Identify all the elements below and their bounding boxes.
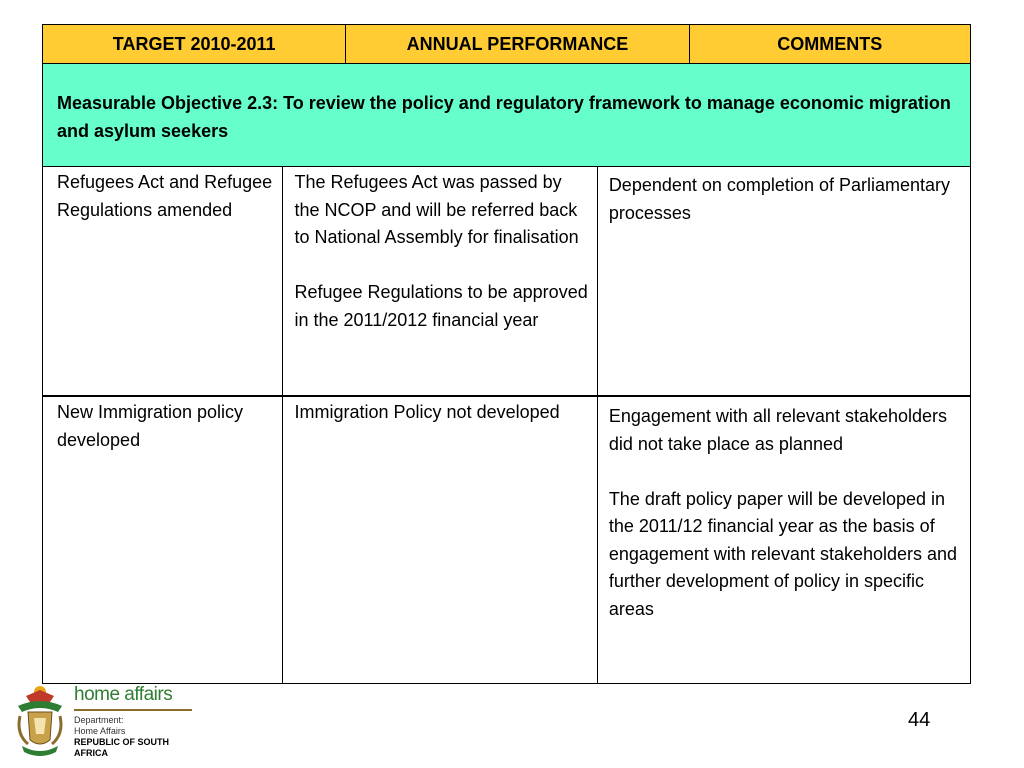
header-target: TARGET 2010-2011 (43, 25, 346, 63)
comments-cell: Engagement with all relevant stakeholders did not take place as planned The draft policy paper will be developed in the 2011/12 financial year as the basis of engagement with relevant stakeholders and further development of policy in specific areas (608, 406, 958, 619)
performance-cell: Immigration Policy not developed (283, 397, 598, 683)
performance-cell: The Refugees Act was passed by the NCOP and will be referred back to National Assembly for finalisation Refugee Regulations to be approved in the 2011/2012 financial year (283, 167, 598, 395)
comments-cell: Dependent on completion of Parliamentary processes (608, 175, 951, 223)
dept-line: Department: (74, 715, 124, 725)
header-comments: COMMENTS (777, 33, 883, 54)
page-number: 44 (908, 709, 931, 731)
table-row (42, 167, 971, 396)
target-cell: Refugees Act and Refugee Regulations amended (43, 167, 283, 395)
table-row (42, 396, 971, 684)
country-line: REPUBLIC OF SOUTH AFRICA (74, 737, 170, 758)
brand-divider (74, 709, 192, 711)
target-cell: New Immigration policy developed (43, 397, 283, 683)
table-header-row (42, 24, 971, 64)
coat-of-arms-icon (12, 682, 68, 762)
header-annual-performance: ANNUAL PERFORMANCE (346, 25, 689, 63)
dept-line: Home Affairs (74, 726, 126, 736)
home-affairs-logo (10, 680, 190, 762)
objective-row (42, 64, 971, 167)
brand-name: home affairs (74, 684, 173, 705)
objective-text: Measurable Objective 2.3: To review the policy and regulatory framework to manage economic migration and asylum seekers (57, 93, 951, 141)
